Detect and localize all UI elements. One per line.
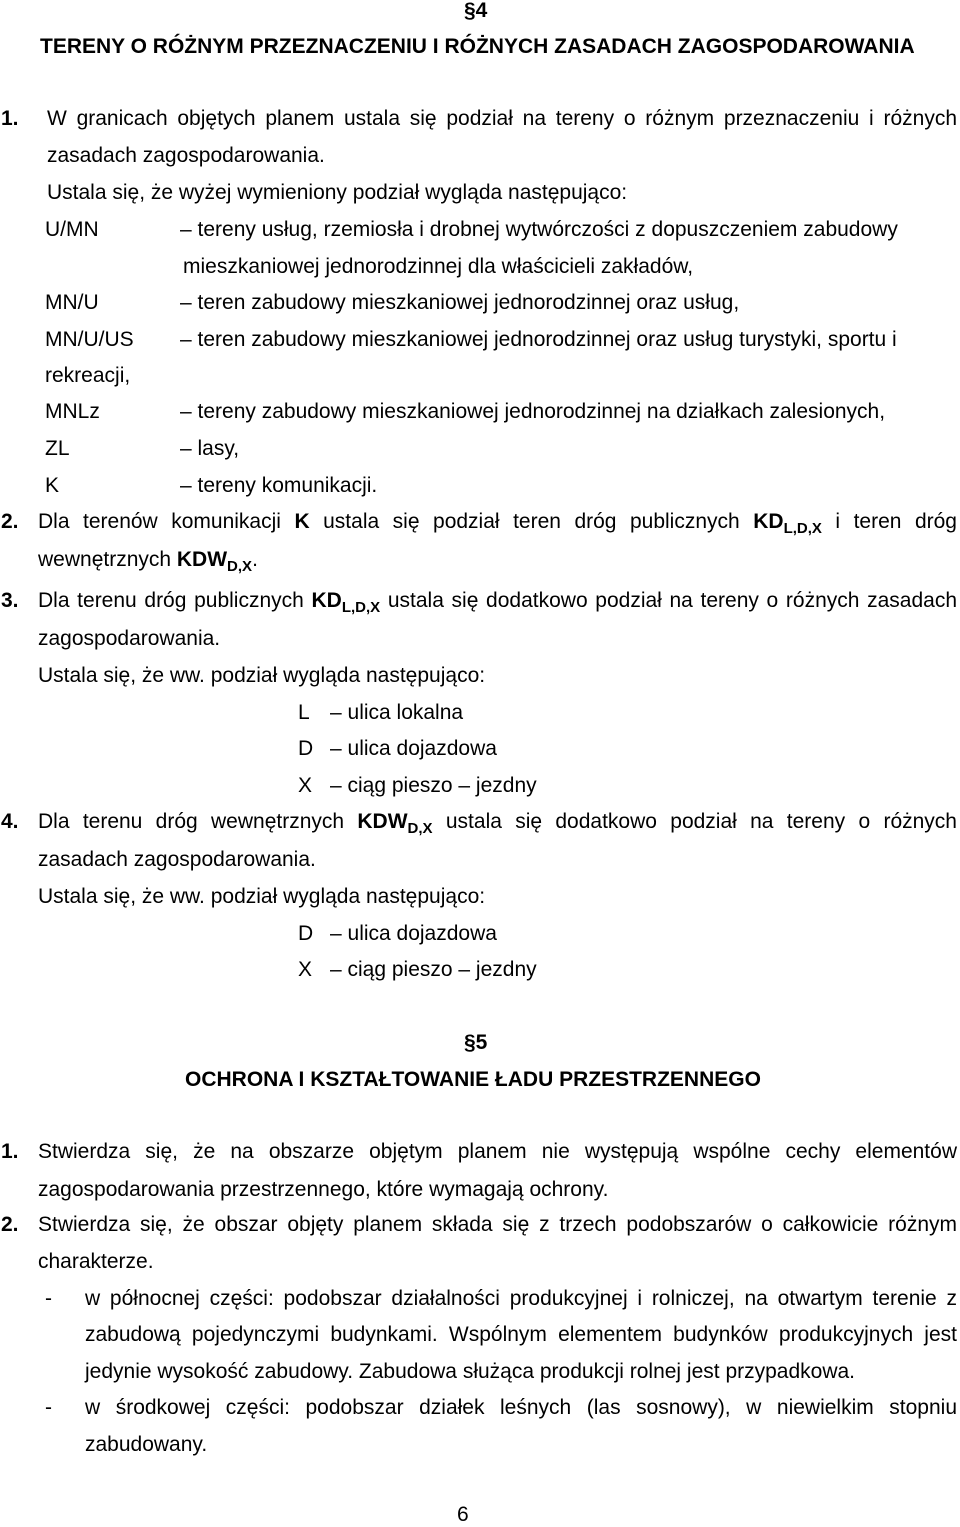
text-segment: .	[252, 548, 258, 571]
text-segment: Dla terenu dróg publicznych	[38, 589, 312, 612]
paragraph-line	[38, 810, 957, 836]
paragraph-number: 2.	[1, 510, 19, 533]
paragraph-line: zagospodarowania przestrzennego, które wymagają ochrony.	[38, 1178, 609, 1201]
paragraph-number: 3.	[1, 589, 19, 612]
zone-description: – teren zabudowy mieszkaniowej jednorodzinnej oraz usług turystyki, sportu i	[180, 328, 897, 351]
zone-description: – tereny zabudowy mieszkaniowej jednorodzinnej na działkach zalesionych,	[180, 400, 886, 423]
section-5-mark: §5	[464, 1031, 488, 1054]
zone-symbol-subscript: L,D,X	[783, 520, 822, 537]
paragraph-line: Ustala się, że ww. podział wygląda następująco:	[38, 664, 486, 687]
paragraph-line	[38, 548, 258, 574]
paragraph-line	[38, 510, 957, 536]
paragraph-line: Ustala się, że wyżej wymieniony podział wygląda następująco:	[47, 181, 628, 204]
road-type-description: – ciąg pieszo – jezdny	[330, 958, 537, 981]
zone-description: – lasy,	[180, 437, 240, 460]
zone-symbol: K	[294, 510, 310, 533]
zone-symbol: KD	[753, 510, 784, 533]
paragraph-line: W granicach objętych planem ustala się podział na tereny o różnym przeznaczeniu i różnych	[47, 107, 957, 130]
page-number: 6	[457, 1503, 469, 1526]
paragraph-line: zasadach zagospodarowania.	[38, 848, 316, 871]
bullet-line: jedynie wysokość zabudowy. Zabudowa służąca produkcji rolnej jest przypadkowa.	[85, 1360, 856, 1383]
paragraph-line: zasadach zagospodarowania.	[47, 144, 325, 167]
zone-symbol-subscript: D,X	[227, 558, 253, 575]
zone-description: mieszkaniowej jednorodzinnej dla właścicieli zakładów,	[183, 255, 694, 278]
zone-description: rekreacji,	[45, 364, 131, 387]
section-4-mark: §4	[464, 0, 488, 22]
zone-symbol: KDW	[357, 810, 408, 833]
paragraph-number: 4.	[1, 810, 19, 833]
text-segment: Dla terenu dróg wewnętrznych	[38, 810, 358, 833]
paragraph-line: Stwierdza się, że na obszarze objętym planem nie występują wspólne cechy elementów	[38, 1140, 957, 1163]
paragraph-line: zagospodarowania.	[38, 627, 221, 650]
bullet-line: zabudową pojedynczymi budynkami. Wspólnym elementem budynków produkcyjnych jest	[85, 1323, 957, 1346]
paragraph-line	[38, 589, 957, 615]
road-type-code: X	[298, 774, 313, 797]
bullet-line: w środkowej części: podobszar działek leśnych (las sosnowy), w niewielkim stopniu	[85, 1396, 957, 1419]
zone-description: – teren zabudowy mieszkaniowej jednorodzinnej oraz usług,	[180, 291, 740, 314]
bullet-line: w północnej części: podobszar działalności produkcyjnej i rolniczej, na otwartym terenie z	[85, 1287, 957, 1310]
zone-code: ZL	[45, 437, 70, 460]
section-5-title: OCHRONA I KSZTAŁTOWANIE ŁADU PRZESTRZENNEGO	[185, 1068, 761, 1091]
zone-code: MN/U/US	[45, 328, 134, 351]
paragraph-line: charakterze.	[38, 1250, 154, 1273]
zone-code: MN/U	[45, 291, 99, 314]
zone-symbol-subscript: D,X	[407, 820, 433, 837]
road-type-description: – ulica dojazdowa	[330, 737, 497, 760]
text-segment: i teren dróg	[821, 510, 957, 533]
zone-symbol: KD	[311, 589, 342, 612]
road-type-code: X	[298, 958, 313, 981]
zone-symbol-subscript: L,D,X	[341, 599, 381, 616]
road-type-code: D	[298, 737, 314, 760]
bullet-marker: -	[45, 1287, 52, 1310]
text-segment: ustala się podział teren dróg publicznych	[309, 510, 754, 533]
zone-description: – tereny komunikacji.	[180, 474, 378, 497]
bullet-line: zabudowany.	[85, 1433, 208, 1456]
text-segment: ustala się dodatkowo podział na tereny o różnych zasadach	[380, 589, 957, 612]
zone-symbol: KDW	[176, 548, 228, 571]
road-type-code: L	[298, 701, 310, 724]
paragraph-line: Ustala się, że ww. podział wygląda następująco:	[38, 885, 486, 908]
zone-code: K	[45, 474, 60, 497]
paragraph-number: 2.	[1, 1213, 19, 1236]
paragraph-line: Stwierdza się, że obszar objęty planem składa się z trzech podobszarów o całkowicie różnym	[38, 1213, 957, 1236]
zone-code: U/MN	[45, 218, 99, 241]
bullet-marker: -	[45, 1396, 52, 1419]
paragraph-number: 1.	[1, 107, 19, 130]
road-type-description: – ulica dojazdowa	[330, 922, 497, 945]
road-type-code: D	[298, 922, 314, 945]
road-type-description: – ulica lokalna	[330, 701, 464, 724]
road-type-description: – ciąg pieszo – jezdny	[330, 774, 537, 797]
text-segment: wewnętrznych	[38, 548, 177, 571]
section-4-title: TERENY O RÓŻNYM PRZEZNACZENIU I RÓŻNYCH ZASADACH ZAGOSPODAROWANIA	[40, 35, 915, 58]
text-segment: Dla terenów komunikacji	[38, 510, 295, 533]
zone-description: – tereny usług, rzemiosła i drobnej wytwórczości z dopuszczeniem zabudowy	[180, 218, 898, 241]
paragraph-number: 1.	[1, 1140, 19, 1163]
text-segment: ustala się dodatkowo podział na tereny o różnych	[432, 810, 957, 833]
zone-code: MNLz	[45, 400, 100, 423]
